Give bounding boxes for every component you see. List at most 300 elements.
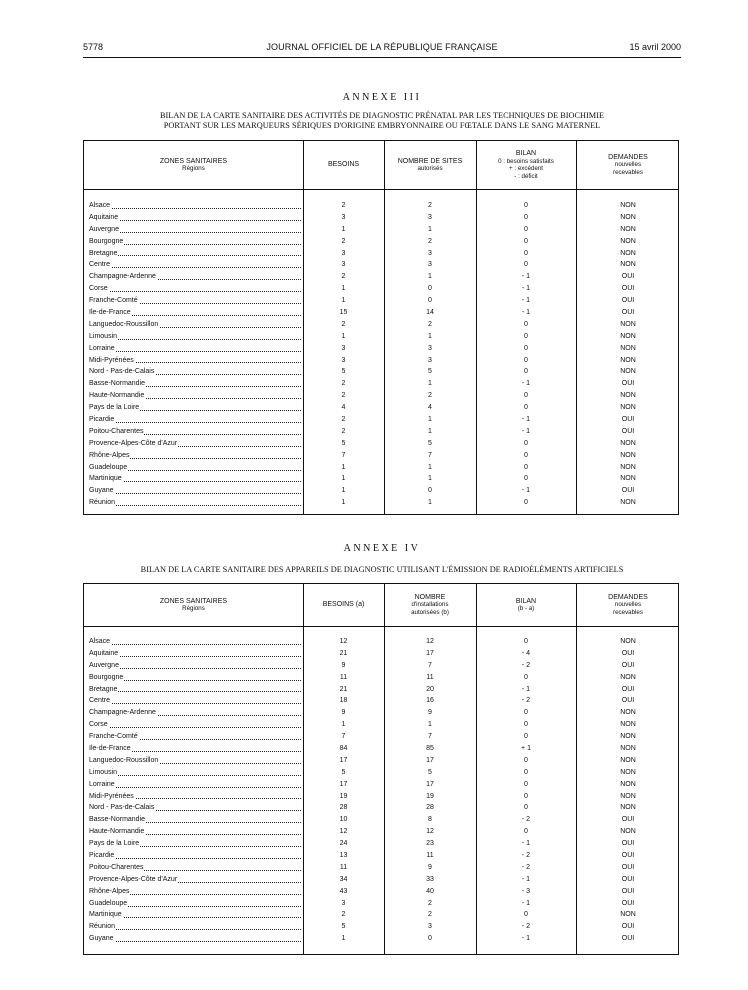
- table-row: [84, 707, 678, 719]
- col-header-zones-title: ZONES SANITAIRES: [159, 157, 228, 165]
- cell-demandes: OUI: [621, 899, 635, 907]
- cell-zone: [89, 224, 301, 236]
- table-row: [84, 390, 678, 402]
- cell-zone: [89, 378, 301, 390]
- cell-zone: [89, 850, 301, 862]
- cell-installations: 40: [426, 887, 434, 895]
- col-header-demandes-title: DEMANDES: [608, 153, 648, 161]
- cell-zone: [89, 838, 301, 850]
- cell-zone: [89, 636, 301, 648]
- table-row: [84, 378, 678, 390]
- cell-besoins: 3: [341, 344, 346, 352]
- cell-besoins: 4: [341, 404, 346, 412]
- zone-label: Poitou-Charentes: [89, 427, 144, 435]
- cell-demandes: NON: [620, 638, 636, 645]
- dot-leader: [89, 644, 301, 645]
- cell-bilan: - 3: [521, 887, 531, 895]
- zone-label: Pays de la Loire: [89, 404, 140, 412]
- cell-bilan: 0: [524, 792, 528, 800]
- cell-bilan: - 1: [521, 899, 531, 907]
- zone-label: Centre: [89, 697, 111, 705]
- cell-besoins: 84: [339, 745, 348, 753]
- annexe-iv-caption: [83, 565, 681, 575]
- zone-label: Midi-Pyrénées: [89, 792, 134, 800]
- cell-besoins: 2: [341, 380, 346, 388]
- col-header-besoins: [303, 584, 384, 626]
- cell-demandes: NON: [620, 404, 636, 412]
- cell-besoins: 2: [341, 427, 346, 435]
- cell-bilan: - 2: [521, 697, 531, 705]
- dot-leader: [89, 727, 301, 728]
- zone-label: Poitou-Charentes: [89, 863, 144, 871]
- zone-label: Corse: [89, 285, 108, 293]
- cell-besoins: 34: [339, 875, 348, 883]
- cell-installations: 16: [426, 697, 434, 705]
- cell-zone: [89, 485, 301, 497]
- zone-label: Aquitaine: [89, 213, 119, 221]
- cell-bilan: 0: [524, 638, 528, 645]
- zone-label: Centre: [89, 261, 111, 269]
- col-header-bilan: [476, 141, 576, 189]
- dot-leader: [89, 267, 301, 268]
- cell-besoins: 5: [341, 439, 346, 447]
- col-header-bilan-formula: (b - a): [517, 605, 535, 612]
- table-row: [84, 283, 678, 295]
- cell-sites: 0: [428, 285, 432, 293]
- cell-demandes: NON: [620, 249, 636, 257]
- cell-demandes: OUI: [621, 309, 635, 317]
- table-row: [84, 743, 678, 755]
- cell-sites: 2: [428, 320, 432, 328]
- cell-bilan: 0: [524, 404, 528, 412]
- cell-demandes: NON: [620, 911, 636, 919]
- cell-besoins: 2: [341, 392, 346, 400]
- zone-label: Réunion: [89, 923, 116, 931]
- cell-besoins: 28: [339, 804, 348, 812]
- cell-sites: 3: [428, 249, 432, 257]
- col-header-demandes-sub: recevables: [613, 168, 643, 176]
- table-row: [84, 648, 678, 660]
- cell-besoins: 1: [341, 721, 346, 729]
- cell-besoins: 15: [339, 309, 348, 317]
- table-row: [84, 366, 678, 378]
- table-row: [84, 838, 678, 850]
- table-row: [84, 684, 678, 696]
- cell-demandes: NON: [620, 733, 636, 741]
- zone-label: Martinique: [89, 911, 122, 919]
- cell-demandes: OUI: [621, 935, 635, 943]
- cell-bilan: 0: [524, 709, 528, 717]
- cell-besoins: 1: [341, 225, 346, 233]
- cell-besoins: 2: [341, 237, 346, 245]
- table-row: [84, 862, 678, 874]
- dot-leader: [89, 291, 301, 292]
- cell-bilan: - 2: [521, 923, 531, 931]
- annexe-iii-caption-line1: BILAN DE LA CARTE SANITAIRE DES ACTIVITÉS DE DIAGNOSTIC PRÉNATAL PAR LES TECHNIQUES DE BIOCHIMIE: [159, 111, 605, 120]
- cell-sites: 1: [428, 475, 432, 483]
- col-header-sites: [384, 141, 476, 189]
- cell-bilan: 0: [524, 213, 528, 221]
- cell-sites: 1: [428, 499, 432, 507]
- cell-besoins: 2: [341, 416, 346, 424]
- cell-installations: 23: [426, 840, 434, 848]
- cell-zone: [89, 802, 301, 814]
- cell-installations: 19: [426, 792, 434, 800]
- cell-demandes: OUI: [621, 852, 635, 860]
- cell-zone: [89, 767, 301, 779]
- dot-leader: [89, 351, 301, 352]
- cell-zone: [89, 259, 301, 271]
- cell-zone: [89, 731, 301, 743]
- cell-demandes: NON: [620, 804, 636, 812]
- col-header-demandes-title: DEMANDES: [608, 593, 648, 601]
- zone-label: Bourgogne: [89, 237, 124, 245]
- cell-bilan: 0: [524, 780, 528, 788]
- cell-installations: 12: [426, 638, 434, 645]
- zone-label: Languedoc-Roussillon: [89, 320, 159, 328]
- cell-bilan: - 2: [521, 661, 531, 669]
- cell-zone: [89, 438, 301, 450]
- cell-demandes: NON: [620, 356, 636, 364]
- cell-demandes: NON: [620, 745, 636, 753]
- cell-demandes: NON: [620, 756, 636, 764]
- annexe-iii-rows: [84, 200, 678, 509]
- table-row: [84, 921, 678, 933]
- zone-label: Basse-Normandie: [89, 816, 146, 824]
- table-row: [84, 497, 678, 509]
- dot-leader: [89, 668, 301, 669]
- cell-bilan: 0: [524, 356, 528, 364]
- cell-demandes: NON: [620, 709, 636, 717]
- cell-demandes: NON: [620, 439, 636, 447]
- cell-bilan: 0: [524, 320, 528, 328]
- zone-label: Bretagne: [89, 249, 118, 257]
- table-row: [84, 438, 678, 450]
- zone-label: Franche-Comté: [89, 733, 138, 741]
- cell-besoins: 12: [339, 638, 348, 645]
- cell-zone: [89, 826, 301, 838]
- dot-leader: [89, 493, 301, 494]
- cell-demandes: NON: [620, 499, 636, 507]
- cell-bilan: - 1: [521, 416, 531, 424]
- annexe-iv-rows: [84, 636, 678, 945]
- cell-installations: 85: [426, 745, 434, 753]
- cell-besoins: 21: [339, 649, 348, 657]
- cell-zone: [89, 271, 301, 283]
- zone-label: Haute-Normandie: [89, 828, 145, 836]
- table-row: [84, 450, 678, 462]
- dot-leader: [89, 339, 301, 340]
- cell-besoins: 1: [341, 285, 346, 293]
- cell-zone: [89, 660, 301, 672]
- cell-besoins: 12: [339, 828, 348, 836]
- cell-zone: [89, 684, 301, 696]
- col-header-installations-title: NOMBRE: [414, 593, 446, 601]
- zone-label: Limousin: [89, 332, 118, 340]
- cell-demandes: NON: [620, 780, 636, 788]
- annexe-iii-caption-line2: PORTANT SUR LES MARQUEURS SÉRIQUES D'ORIGINE EMBRYONNAIRE OU FŒTALE DANS LE SANG MATERNEL: [163, 121, 601, 130]
- cell-zone: [89, 791, 301, 803]
- col-header-installations-sub: d'installations: [411, 601, 449, 609]
- cell-zone: [89, 886, 301, 898]
- zone-label: Auvergne: [89, 225, 119, 233]
- cell-bilan: 0: [524, 768, 528, 776]
- zone-label: Alsace: [89, 638, 111, 645]
- table-row: [84, 636, 678, 648]
- dot-leader: [89, 220, 301, 221]
- cell-installations: 11: [426, 673, 434, 681]
- page-number: 5778: [83, 42, 104, 52]
- table-row: [84, 791, 678, 803]
- table-row: [84, 307, 678, 319]
- cell-demandes: OUI: [621, 816, 635, 824]
- cell-installations: 8: [428, 816, 432, 824]
- zone-label: Ile-de-France: [89, 745, 131, 753]
- zone-label: Martinique: [89, 475, 122, 483]
- cell-bilan: - 1: [521, 309, 531, 317]
- table-row: [84, 462, 678, 474]
- cell-bilan: - 1: [521, 285, 531, 293]
- page-header: [83, 42, 681, 56]
- cell-bilan: - 2: [521, 852, 531, 860]
- cell-besoins: 3: [341, 249, 346, 257]
- table-row: [84, 271, 678, 283]
- cell-sites: 1: [428, 332, 432, 340]
- cell-demandes: NON: [620, 828, 636, 836]
- cell-zone: [89, 672, 301, 684]
- cell-installations: 9: [428, 709, 432, 717]
- cell-besoins: 1: [341, 463, 346, 471]
- table-row: [84, 814, 678, 826]
- col-header-besoins-title: BESOINS (a): [322, 601, 365, 609]
- cell-sites: 3: [428, 213, 432, 221]
- publication-date: 15 avril 2000: [629, 42, 681, 52]
- cell-sites: 3: [428, 356, 432, 364]
- col-header-demandes: [576, 141, 680, 189]
- zone-label: Guadeloupe: [89, 899, 128, 907]
- table-row: [84, 826, 678, 838]
- cell-zone: [89, 212, 301, 224]
- cell-bilan: - 1: [521, 487, 531, 495]
- col-header-installations: [384, 584, 476, 626]
- cell-bilan: 0: [524, 451, 528, 459]
- cell-bilan: - 4: [521, 649, 531, 657]
- annexe-iv-table: [83, 583, 679, 955]
- cell-zone: [89, 331, 301, 343]
- cell-besoins: 10: [339, 816, 348, 824]
- table-row: [84, 660, 678, 672]
- zone-label: Basse-Normandie: [89, 380, 146, 388]
- cell-sites: 5: [428, 439, 432, 447]
- cell-installations: 17: [426, 780, 434, 788]
- cell-zone: [89, 283, 301, 295]
- cell-demandes: NON: [620, 475, 636, 483]
- col-header-bilan-legend: - : déficit: [514, 172, 538, 180]
- cell-sites: 7: [428, 451, 432, 459]
- cell-demandes: OUI: [621, 697, 635, 705]
- cell-besoins: 1: [341, 297, 346, 305]
- table-row: [84, 473, 678, 485]
- cell-zone: [89, 707, 301, 719]
- cell-zone: [89, 909, 301, 921]
- col-header-sites-title: NOMBRE DE SITES: [397, 157, 463, 165]
- cell-demandes: OUI: [621, 875, 635, 883]
- cell-demandes: NON: [620, 344, 636, 352]
- cell-bilan: - 1: [521, 875, 531, 883]
- dot-leader: [89, 232, 301, 233]
- cell-bilan: 0: [524, 332, 528, 340]
- col-header-bilan: [476, 584, 576, 626]
- cell-besoins: 3: [341, 899, 346, 907]
- col-header-sites-sub: autorisés: [417, 165, 443, 172]
- cell-sites: 2: [428, 202, 432, 209]
- cell-demandes: OUI: [621, 661, 635, 669]
- col-header-bilan-legend: + : excédent: [509, 165, 543, 172]
- cell-installations: 20: [426, 685, 434, 693]
- cell-demandes: NON: [620, 225, 636, 233]
- cell-installations: 9: [428, 863, 432, 871]
- cell-zone: [89, 343, 301, 355]
- cell-sites: 0: [428, 297, 432, 305]
- cell-bilan: - 1: [521, 273, 531, 281]
- cell-besoins: 3: [341, 356, 346, 364]
- cell-zone: [89, 779, 301, 791]
- cell-besoins: 43: [339, 887, 348, 895]
- header-rule: [84, 189, 678, 190]
- dot-leader: [89, 208, 301, 209]
- cell-zone: [89, 755, 301, 767]
- dot-leader: [89, 929, 301, 930]
- zone-label: Languedoc-Roussillon: [89, 756, 159, 764]
- dot-leader: [89, 691, 301, 692]
- zone-label: Aquitaine: [89, 649, 119, 657]
- cell-installations: 1: [428, 721, 432, 729]
- table-row: [84, 402, 678, 414]
- cell-besoins: 3: [341, 213, 346, 221]
- cell-besoins: 1: [341, 475, 346, 483]
- cell-besoins: 13: [339, 852, 348, 860]
- cell-installations: 2: [428, 911, 432, 919]
- cell-sites: 1: [428, 427, 432, 435]
- cell-zone: [89, 695, 301, 707]
- dot-leader: [89, 422, 301, 423]
- cell-zone: [89, 814, 301, 826]
- table-row: [84, 236, 678, 248]
- col-header-besoins-title: BESOINS: [327, 161, 360, 169]
- cell-bilan: 0: [524, 673, 528, 681]
- cell-installations: 11: [426, 852, 434, 860]
- cell-bilan: 0: [524, 756, 528, 764]
- cell-demandes: OUI: [621, 297, 635, 305]
- zone-label: Champagne-Ardenne: [89, 273, 156, 281]
- cell-zone: [89, 402, 301, 414]
- cell-besoins: 11: [339, 863, 348, 871]
- zone-label: Réunion: [89, 499, 116, 507]
- col-header-zones-sub: Régions: [182, 165, 205, 172]
- table-row: [84, 343, 678, 355]
- cell-besoins: 21: [339, 685, 348, 693]
- cell-sites: 2: [428, 237, 432, 245]
- zone-label: Nord - Pas-de-Calais: [89, 368, 155, 376]
- cell-sites: 2: [428, 392, 432, 400]
- cell-besoins: 17: [339, 756, 348, 764]
- cell-demandes: NON: [620, 673, 636, 681]
- cell-bilan: 0: [524, 911, 528, 919]
- cell-demandes: NON: [620, 237, 636, 245]
- cell-bilan: - 1: [521, 840, 531, 848]
- col-header-bilan-title: BILAN: [515, 597, 537, 605]
- col-header-demandes-sub: nouvelles: [614, 161, 642, 169]
- cell-installations: 12: [426, 828, 434, 836]
- zone-label: Provence-Alpes-Côte d'Azur: [89, 875, 178, 883]
- table-row: [84, 672, 678, 684]
- dot-leader: [89, 787, 301, 788]
- dot-leader: [89, 858, 301, 859]
- zone-label: Guyane: [89, 487, 114, 495]
- cell-demandes: NON: [620, 213, 636, 221]
- cell-zone: [89, 898, 301, 910]
- cell-demandes: OUI: [621, 416, 635, 424]
- table-row: [84, 200, 678, 212]
- cell-besoins: 5: [341, 768, 346, 776]
- cell-zone: [89, 462, 301, 474]
- cell-bilan: - 1: [521, 685, 531, 693]
- col-header-besoins: [303, 141, 384, 189]
- table-row: [84, 331, 678, 343]
- table-row: [84, 259, 678, 271]
- cell-demandes: OUI: [621, 923, 635, 931]
- cell-demandes: NON: [620, 721, 636, 729]
- table-row: [84, 414, 678, 426]
- cell-sites: 1: [428, 463, 432, 471]
- zone-label: Picardie: [89, 852, 115, 860]
- dot-leader: [89, 505, 301, 506]
- cell-installations: 33: [426, 875, 434, 883]
- cell-demandes: OUI: [621, 685, 635, 693]
- zone-label: Ile-de-France: [89, 309, 131, 317]
- zone-label: Franche-Comté: [89, 297, 138, 305]
- zone-label: Nord - Pas-de-Calais: [89, 804, 155, 812]
- cell-besoins: 2: [341, 320, 346, 328]
- cell-besoins: 7: [341, 733, 346, 741]
- table-row: [84, 874, 678, 886]
- table-row: [84, 886, 678, 898]
- cell-demandes: OUI: [621, 863, 635, 871]
- table-row: [84, 426, 678, 438]
- table-row: [84, 248, 678, 260]
- cell-installations: 28: [426, 804, 434, 812]
- table-row: [84, 802, 678, 814]
- cell-zone: [89, 319, 301, 331]
- annexe-iii-caption: [83, 111, 681, 131]
- cell-bilan: 0: [524, 392, 528, 400]
- cell-besoins: 17: [339, 780, 348, 788]
- table-row: [84, 295, 678, 307]
- zone-label: Lorraine: [89, 780, 115, 788]
- table-row: [84, 485, 678, 497]
- cell-bilan: - 2: [521, 863, 531, 871]
- cell-bilan: + 1: [521, 745, 531, 753]
- cell-bilan: - 1: [521, 935, 531, 943]
- cell-zone: [89, 450, 301, 462]
- cell-zone: [89, 743, 301, 755]
- col-header-demandes: [576, 584, 680, 626]
- cell-demandes: OUI: [621, 487, 635, 495]
- zone-label: Rhône-Alpes: [89, 887, 130, 895]
- cell-demandes: NON: [620, 392, 636, 400]
- table-row: [84, 355, 678, 367]
- zone-label: Lorraine: [89, 344, 115, 352]
